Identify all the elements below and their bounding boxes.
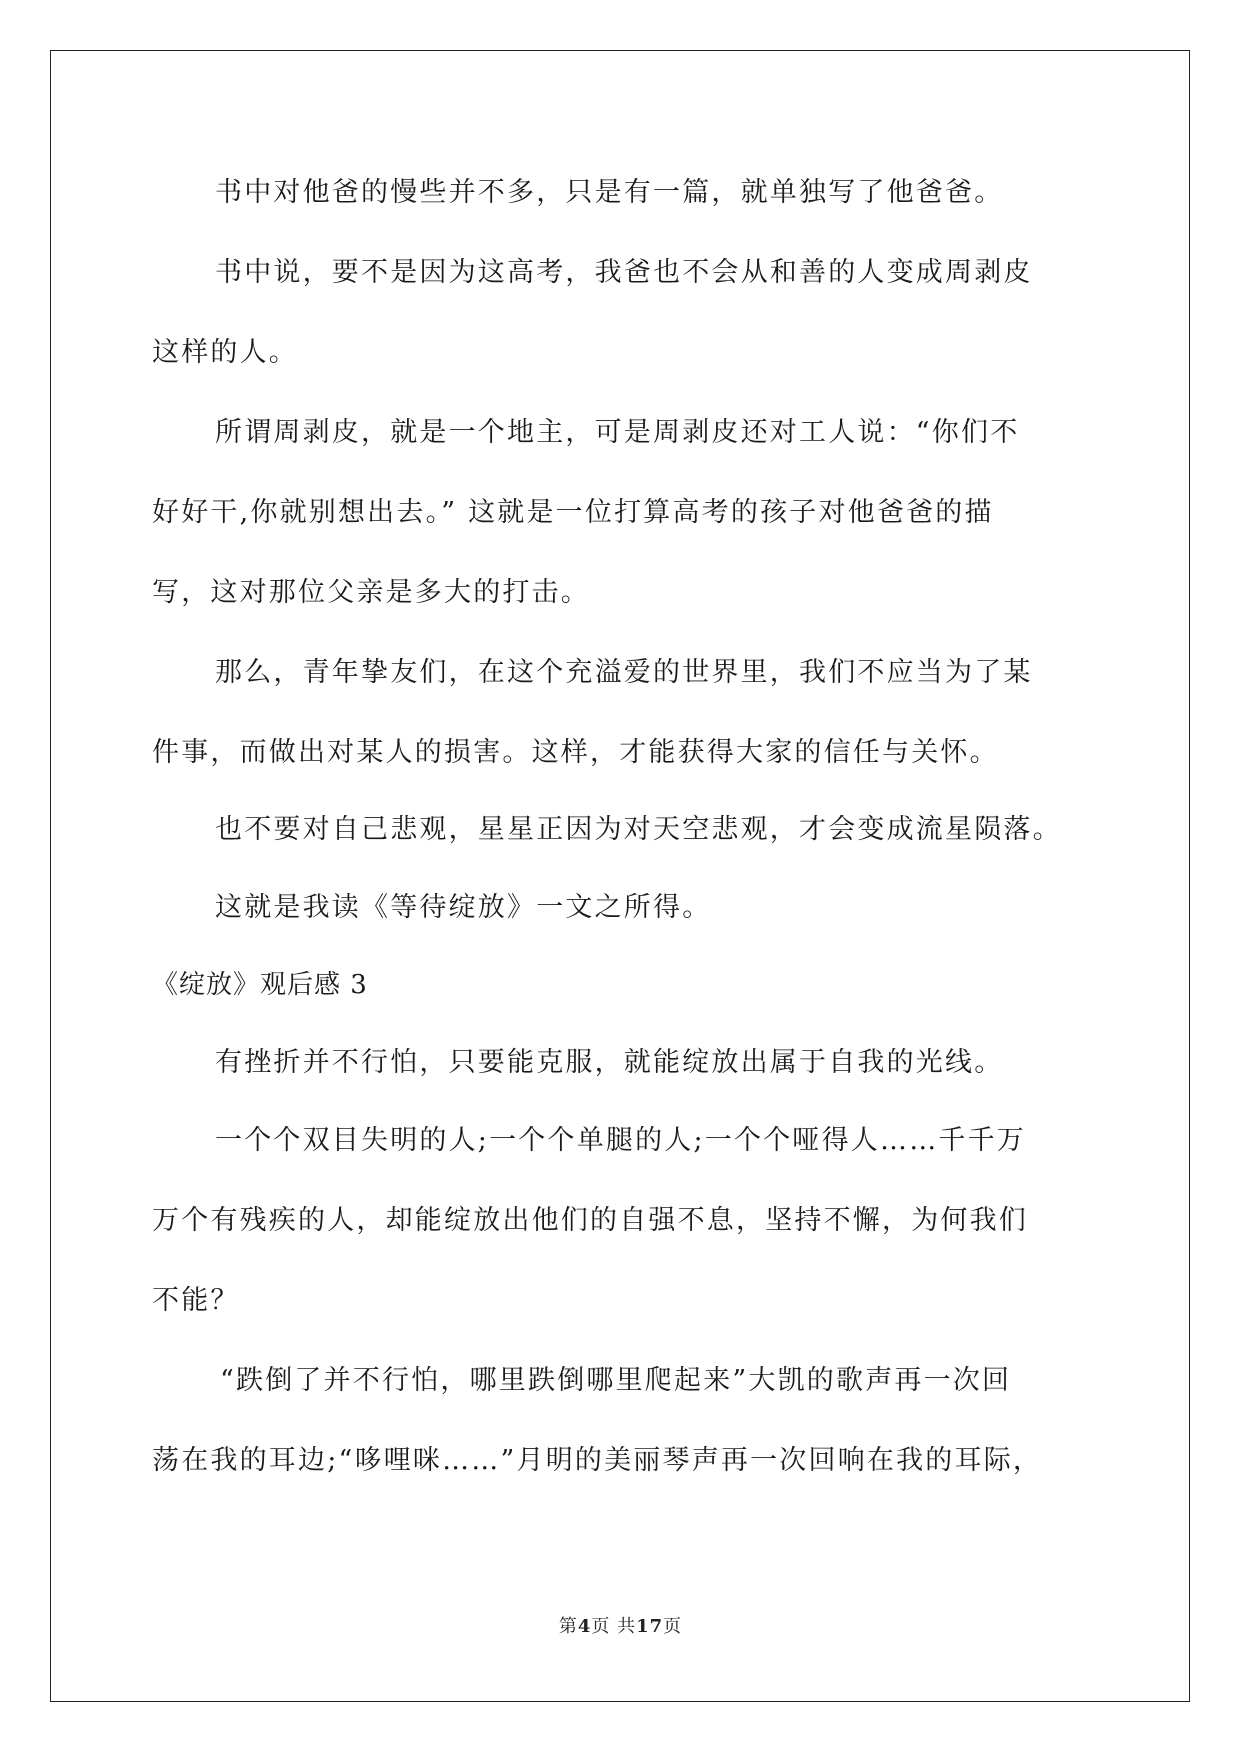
paragraph-line: 这样的人。 bbox=[152, 337, 298, 368]
paragraph-line: 万个有残疾的人，却能绽放出他们的自强不息，坚持不懈，为何我们 bbox=[152, 1205, 1028, 1236]
footer-mid: 页 共 bbox=[591, 1616, 637, 1637]
footer-suffix: 页 bbox=[663, 1616, 683, 1637]
section-heading: 《绽放》观后感 3 bbox=[152, 970, 368, 1000]
paragraph-line: 所谓周剥皮，就是一个地主，可是周剥皮还对工人说：“你们不 bbox=[215, 417, 1020, 448]
paragraph-line: 有挫折并不行怕，只要能克服，就能绽放出属于自我的光线。 bbox=[215, 1047, 1004, 1078]
footer-prefix: 第 bbox=[558, 1616, 578, 1637]
paragraph-line: 荡在我的耳边;“哆哩咪……”月明的美丽琴声再一次回响在我的耳际， bbox=[152, 1445, 1043, 1476]
page-footer bbox=[0, 1612, 1241, 1638]
paragraph-line: 那么，青年挚友们，在这个充溢爱的世界里，我们不应当为了某 bbox=[215, 657, 1033, 688]
footer-total-pages: 17 bbox=[636, 1616, 664, 1637]
paragraph-line: 不能？ bbox=[152, 1285, 240, 1316]
paragraph-line: 一个个双目失明的人;一个个单腿的人;一个个哑得人……千千万 bbox=[215, 1125, 1026, 1156]
paragraph-line: 这就是我读《等待绽放》一文之所得。 bbox=[215, 892, 712, 923]
paragraph-line: “跌倒了并不行怕，哪里跌倒哪里爬起来”大凯的歌声再一次回 bbox=[220, 1365, 1012, 1396]
footer-page-number: 4 bbox=[577, 1616, 592, 1637]
paragraph-line: 好好干,你就别想出去。” 这就是一位打算高考的孩子对他爸爸的描 bbox=[152, 497, 994, 528]
paragraph-line: 书中说，要不是因为这高考，我爸也不会从和善的人变成周剥皮 bbox=[215, 257, 1033, 288]
paragraph-line: 也不要对自己悲观，星星正因为对天空悲观，才会变成流星陨落。 bbox=[215, 814, 1062, 845]
paragraph-line: 写，这对那位父亲是多大的打击。 bbox=[152, 577, 590, 608]
paragraph-line: 书中对他爸的慢些并不多，只是有一篇，就单独写了他爸爸。 bbox=[215, 177, 1004, 208]
paragraph-line: 件事，而做出对某人的损害。这样，才能获得大家的信任与关怀。 bbox=[152, 737, 999, 768]
